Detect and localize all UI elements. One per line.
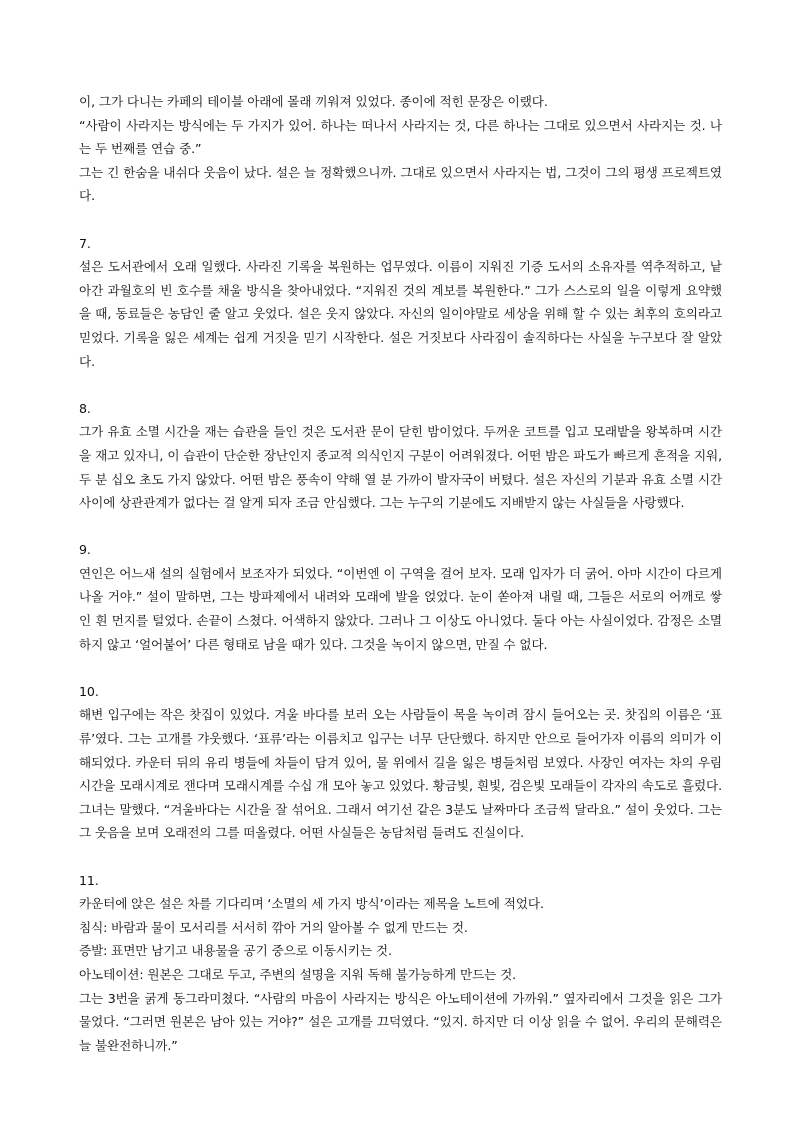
section-number: 8. xyxy=(79,400,91,416)
section-number: 9. xyxy=(79,542,91,558)
intro-paragraph: “사람이 사라지는 방식에는 두 가지가 있어. 하나는 떠나서 사라지는 것, 다른 하나는 그대로 있으면서 사라지는 것. 나는 두 번째를 연습 중.” xyxy=(79,117,722,157)
section-8 xyxy=(79,397,722,515)
section-number: 7. xyxy=(79,235,91,251)
section-9 xyxy=(79,538,722,656)
intro-paragraph: 이, 그가 다니는 카페의 테이블 아래에 몰래 끼워져 있었다. 종이에 적힌 문장은 이랬다. xyxy=(79,94,548,109)
section-paragraph: 해변 입구에는 작은 찻집이 있었다. 겨울 바다를 보러 오는 사람들이 목을 녹이려 잠시 들어오는 곳. 찻집의 이름은 ‘표류’였다. 그는 고개를 갸웃했다. ‘표류’라는 이름치고 입구는 너무 단단했다. 하지만 안으로 들어가자 이름의 의미가 이해되었다. 카운터 뒤의 유리 병들에 차들이 담겨 있어, 물 위에서 길을 잃은 병들처럼 보였다. 사장인 여자는 차의 우림 시간을 모래시계로 잰다며 모래시계를 수십 개 모아 놓고 있었다. 황금빛, 흰빛, 검은빛 모래들이 각자의 속도로 흘렀다. 그녀는 말했다. “겨울바다는 시간을 잘 섞어요. 그래서 여기선 같은 3분도 날짜마다 조금씩 달라요.” 설이 웃었다. 그는 그 웃음을 보며 오래전의 그를 떠올렸다. 어떤 사실들은 농담처럼 들려도 진실이다. xyxy=(79,707,722,841)
document-page xyxy=(79,90,722,1057)
section-paragraph: 설은 도서관에서 오래 일했다. 사라진 기록을 복원하는 업무였다. 이름이 지워진 기증 도서의 소유자를 역추적하고, 낱아간 과월호의 빈 호수를 채울 방식을 찾아내었다. “지워진 것의 계보를 복원한다.” 그가 스스로의 일을 이렇게 요약했을 때, 동료들은 농담인 줄 알고 웃었다. 설은 웃지 않았다. 자신의 일이야말로 세상을 위해 할 수 있는 최후의 호의라고 믿었다. 기록을 잃은 세계는 쉽게 거짓을 믿기 시작한다. 설은 거짓보다 사라짐이 솔직하다는 사실을 누구보다 잘 알았다. xyxy=(79,259,722,369)
definition-evaporation: 증발: 표면만 남기고 내용물을 공기 중으로 이동시키는 것. xyxy=(79,943,392,959)
section-number: 11. xyxy=(79,872,99,888)
intro-paragraph: 그는 긴 한숨을 내쉬다 웃음이 났다. 설은 늘 정확했으니까. 그대로 있으면서 사라지는 법, 그것이 그의 평생 프로젝트였다. xyxy=(79,164,722,204)
definition-erosion: 침식: 바람과 물이 모서리를 서서히 깎아 거의 알아볼 수 없게 만드는 것. xyxy=(79,919,468,935)
section-7 xyxy=(79,232,722,374)
section-paragraph: 그는 3번을 굵게 동그라미쳤다. “사람의 마음이 사라지는 방식은 아노테이션에 가까워.” 옆자리에서 그것을 읽은 그가 물었다. “그러면 원본은 남아 있는 거야?” 설은 고개를 끄덕였다. “있지. 하지만 더 이상 읽을 수 없어. 우리의 문해력은 늘 불완전하니까.” xyxy=(79,990,722,1053)
section-paragraph: 카운터에 앉은 설은 차를 기다리며 ‘소멸의 세 가지 방식’이라는 제목을 노트에 적었다. xyxy=(79,896,544,912)
section-paragraph: 연인은 어느새 설의 실험에서 보조자가 되었다. “이번엔 이 구역을 걸어 보자. 모래 입자가 더 굵어. 아마 시간이 다르게 나올 거야.” 설이 말하면, 그는 방파제에서 내려와 모래에 발을 얹었다. 눈이 쏟아져 내릴 때, 그들은 서로의 어깨로 쌓인 흰 먼지를 털었다. 손끝이 스쳤다. 어색하지 않았다. 그러나 그 이상도 아니었다. 둘다 아는 사실이었다. 감정은 소멸하지 않고 ‘얼어붙어’ 다른 형태로 남을 때가 있다. 그것을 녹이지 않으면, 만질 수 없다. xyxy=(79,565,722,652)
section-10 xyxy=(79,680,722,845)
section-11 xyxy=(79,869,722,1058)
definition-annotation: 아노테이션: 원본은 그대로 두고, 주변의 설명을 지워 독해 불가능하게 만드는 것. xyxy=(79,966,517,982)
section-paragraph: 그가 유효 소멸 시간을 재는 습관을 들인 것은 도서관 문이 닫힌 밤이었다. 두꺼운 코트를 입고 모래밭을 왕복하며 시간을 재고 있자니, 이 습관이 단순한 장난인지 종교적 의식인지 구분이 어려워졌다. 어떤 밤은 파도가 빠르게 흔적을 지워, 두 분 십오 초도 가지 않았다. 어떤 밤은 풍속이 약해 열 분 가까이 발자국이 버텼다. 설은 자신의 기분과 유효 소멸 시간 사이에 상관관계가 없다는 걸 알게 되자 조금 안심했다. 그는 누구의 기분에도 지배받지 않는 사실들을 사랑했다. xyxy=(79,424,722,511)
section-number: 10. xyxy=(79,683,99,699)
intro-block xyxy=(79,90,722,208)
